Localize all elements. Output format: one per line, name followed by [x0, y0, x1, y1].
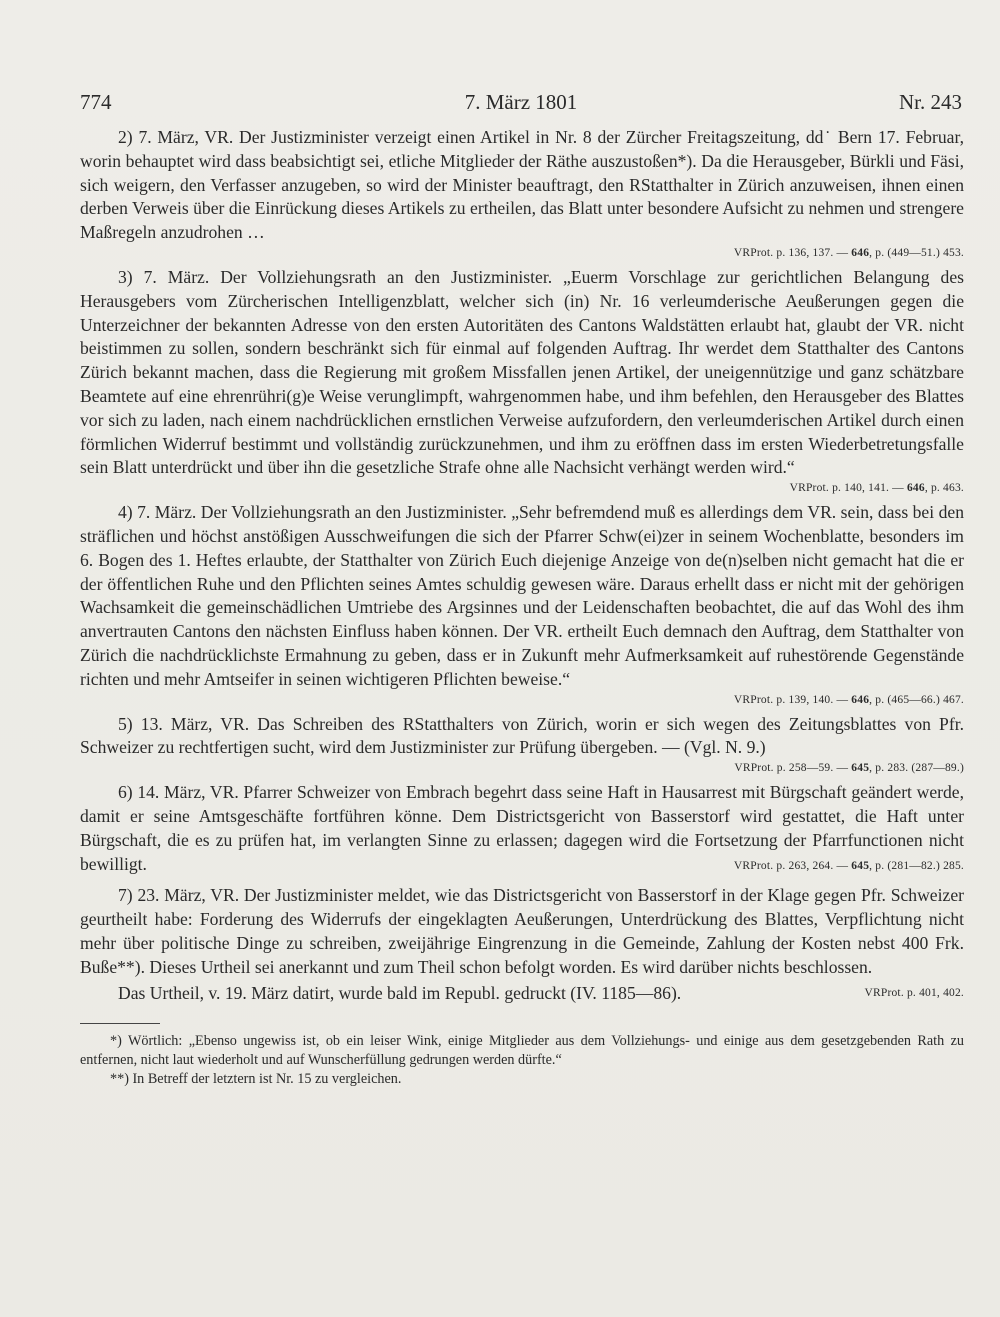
entry-text: 5) 13. März, VR. Das Schreiben des RStatthalters von Zürich, worin er sich wegen des Zeitungsblattes von Pfr. Schweizer zu rechtfertigen sucht, wird dem Justizminister zur Prüfung übergeben. — (Vgl. N. 9.) [80, 713, 964, 758]
page-number: 774 [80, 90, 112, 114]
entry-5 [80, 713, 964, 761]
document-number: Nr. 243 [899, 90, 962, 114]
reference-pages: , p. 283. (287—89.) [869, 762, 964, 775]
entry-text: 6) 14. März, VR. Pfarrer Schweizer von Embrach begehrt dass seine Haft in Hausarrest mit Bürgschaft geändert werde, damit er seine Amtsgeschäfte fortführen könne. Dem Districtsgericht von Basserstorf wird gestattet, die Haft unter Bürgschaft, die es zu prüfen hat, im verlangten Sinne zu erlassen; dagegen wird die Fortsetzung der Pfarrfunctionen nicht bewilligt. [80, 782, 964, 874]
reference-pages: , p. 463. [924, 482, 964, 495]
page-body [80, 126, 964, 1090]
reference-text: VRProt. p. 401, 402. [864, 986, 964, 999]
reference-text: VRProt. p. 263, 264. — [733, 859, 852, 872]
reference-text: VRProt. p. 258—59. — [734, 762, 852, 775]
reference-volume: 646 [851, 246, 870, 259]
footnote-1: *) Wörtlich: „Ebenso ungewiss ist, ob ein leiser Wink, einige Mitglieder aus dem Vollziehungs- und einige aus dem gesetzgebenden Rath zu entfernen, nicht laut wiederholt und auf Wunscherfüllung gedrungen werden dürfte.“ [80, 1032, 964, 1069]
footnote-2: **) In Betreff der letztern ist Nr. 15 zu vergleichen. [110, 1071, 402, 1088]
entry-reference [80, 691, 964, 709]
reference-text: VRProt. p. 139, 140. — [733, 693, 852, 706]
entry-2 [80, 126, 964, 245]
entry-reference [696, 853, 964, 879]
entry-reference [80, 244, 964, 262]
entry-text: 4) 7. März. Der Vollziehungsrath an den Justizminister. „Sehr befremdend muß es allerdings dem VR. sein, dass bei den sträflichen und höchst anstößigen Ausschweifungen die sich der Pfarrer Schw(ei)zer in seinem Wochenblatte, besonders im 6. Bogen des 1. Heftes erlaubte, der Statthalter von Zürich Euch diejenige Anzeige von de(n)selben nicht gemacht hat die er der öffentlichen Ruhe und den Pflichten seines Amtes schuldig gewesen wäre. Daraus erhellt dass er nicht mit der gehörigen Wachsamkeit die gemeinschädlichen Umtriebe des Argsinnes und der Leidenschaften beobachtet, die auf das Wohl des ihm anvertrauten Cantons den nächsten Einfluss haben können. Der VR. ertheilt Euch demnach den Auftrag, dem Statthalter von Zürich die nachdrücklichste Ermahnung zu geben, dass er in Zukunft mehr Aufmerksamkeit auf ruhestörende Gegenstände richten und mehr Amtseifer in seinen wichtigeren Pflichten beweise.“ [80, 502, 964, 689]
entry-6 [80, 781, 964, 876]
reference-volume: 646 [906, 482, 925, 495]
entry-reference [80, 759, 964, 777]
entry-4 [80, 501, 964, 691]
reference-pages: , p. (281—82.) 285. [869, 859, 964, 872]
entry-text: 3) 7. März. Der Vollziehungsrath an den Justizminister. „Euerm Vorschlage zur gerichtlichen Belangung des Herausgebers vom Zürcherischen Intelligenzblatt, welcher sich (in) Nr. 16 verleumderische Aeußerungen gegen die Unterzeichner der bekannten Adresse von den ersten Autoritäten des Cantons Waldstätten erlaubt hat, glaubt der VR. nicht beistimmen zu sollen, sondern beschränkt sich für einmal auf folgenden Auftrag. Ihr werdet dem Statthalter des Cantons Zürich bekannt machen, dass die Regierung mit großem Missfallen jenen Artikel, der uneigennützige und ganz schätzbare Beamtete auf eine ehrenrühri(g)e Weise verunglimpft, wahrgenommen habe, und ihm befehlen, den Herausgeber des Blattes vor sich zu laden, nach einem nachdrücklichen ernstlichen Verweise aufzufordern, den verleumderischen Artikel durch einen förmlichen Widerruf bestimmt und vollständig zurückzunehmen, und ihm zu eröffnen dass im ersten Wiederbetretungsfalle sein Blatt unterdrückt und über ihn die gesetzliche Strafe ohne alle Nachsicht verhängt werden wird.“ [80, 266, 964, 478]
footnote-divider [80, 1023, 160, 1024]
header-date: 7. März 1801 [464, 90, 578, 114]
reference-volume: 645 [851, 859, 870, 872]
reference-text: VRProt. p. 140, 141. — [789, 482, 907, 495]
reference-text: VRProt. p. 136, 137. — [733, 246, 852, 259]
reference-volume: 645 [851, 762, 870, 775]
entry-reference [80, 479, 964, 497]
reference-volume: 646 [851, 693, 870, 706]
entry-text: 7) 23. März, VR. Der Justizminister meldet, wie das Districtsgericht von Basserstorf in der Klage gegen Pfr. Schweizer geurtheilt habe: Forderung des Widerrufs der eingeklagten Aeußerungen, Unterdrückung des Blattes, Verpflichtung nicht mehr über politische Dinge zu schreiben, zweijährige Eingrenzung in die Gemeinde, Zahlung der Kosten nebst 400 Frk. Buße**). Dieses Urtheil sei anerkannt und zum Theil schon befolgt worden. Es wird darüber nichts beschlossen. [80, 885, 964, 977]
closing-paragraph: Das Urtheil, v. 19. März datirt, wurde bald im Republ. gedruckt (IV. 1185—86). [118, 982, 682, 1003]
entry-text: 2) 7. März, VR. Der Justizminister verzeigt einen Artikel in Nr. 8 der Zürcher Freitagszeitung, dd˙ Bern 17. Februar, worin behauptet wird dass beabsichtigt sei, etliche Mitglieder der Räthe auszustoßen*). Da die Herausgeber, Bürkli und Fäsi, sich weigern, den Verfasser anzugeben, so wird der Minister beauftragt, den RStatthalter in Zürich anzuweisen, ihnen einen derben Verweis über die Einrückung dieses Artikels zu ertheilen, das Blatt unter besondere Aufsicht zu nehmen und strengere Maßregeln anzudrohen … [80, 127, 964, 243]
reference-pages: , p. (449—51.) 453. [869, 246, 964, 259]
page-header [80, 90, 962, 114]
entry-3 [80, 266, 964, 480]
reference-pages: , p. (465—66.) 467. [869, 693, 964, 706]
entry-reference [826, 980, 964, 1006]
